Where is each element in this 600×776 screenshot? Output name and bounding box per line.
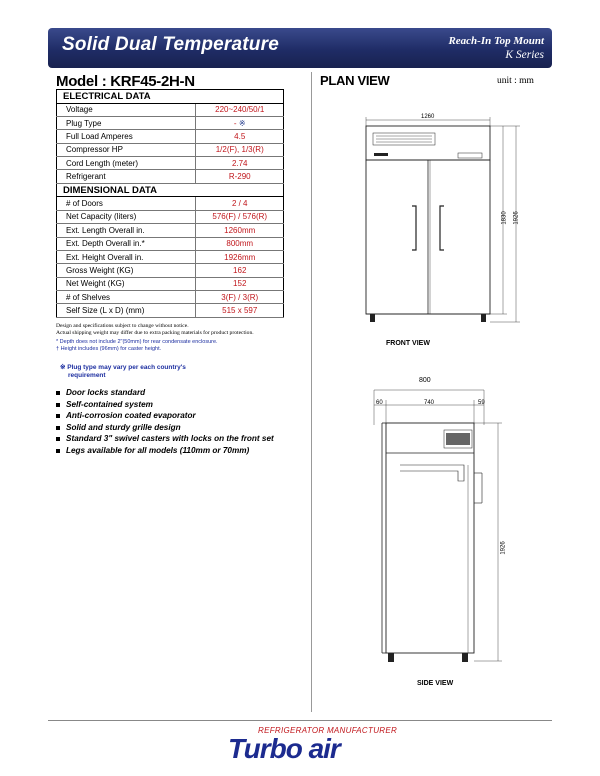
side-depth-dim: 800 [419,377,431,384]
table-row [57,157,284,170]
brand-tagline: REFRIGERATOR MANUFACTURER [258,726,398,735]
table-row [57,277,284,290]
column-divider [311,72,312,712]
spec-label: # of Shelves [57,291,196,304]
plug-symbol: ※ [238,118,246,128]
table-row [57,224,284,237]
spec-value: - ※ [196,116,284,129]
side-height-dim: 1926 [500,541,507,555]
list-item: Standard 3" swivel casters with locks on the front set [56,434,274,446]
plug-note-line1: ※ Plug type may vary per each country's [60,364,186,371]
spec-label: Ext. Length Overall in. [57,224,196,237]
spec-label: Ext. Depth Overall in.* [57,237,196,250]
spec-label: Full Load Amperes [57,130,196,143]
plan-view-title: PLAN VIEW [320,73,390,88]
front-view-caption: FRONT VIEW [386,340,430,347]
spec-value: 576(F) / 576(R) [196,210,284,223]
spec-value: 152 [196,277,284,290]
spec-label: Plug Type [57,116,196,129]
header-banner [48,28,552,68]
weight-note: Actual shipping weight may differ due to extra packing materials for product protection. [56,330,254,336]
table-row [57,197,284,210]
table-row [57,130,284,143]
side-right-dim: 59 [478,400,485,406]
table-row [57,103,284,116]
dimensional-heading: DIMENSIONAL DATA [57,183,284,197]
spec-value: 2.74 [196,157,284,170]
spec-label: Net Weight (KG) [57,277,196,290]
side-left-dim: 60 [376,400,383,406]
list-item: Self-contained system [56,400,274,412]
spec-label: Gross Weight (KG) [57,264,196,277]
spec-value: R-290 [196,170,284,183]
spec-value: 1260mm [196,224,284,237]
brand-logo: Turbo air [228,733,340,764]
spec-value: 1/2(F), 1/3(R) [196,143,284,156]
feature-list [56,388,274,458]
spec-label: Ext. Height Overall in. [57,250,196,263]
front-view-drawing [340,100,540,340]
spec-value: 800mm [196,237,284,250]
spec-value: 4.5 [196,130,284,143]
spec-label: Self Size (L x D) (mm) [57,304,196,317]
spec-value: 515 x 597 [196,304,284,317]
table-row [57,170,284,183]
table-row [57,304,284,317]
series-label [448,34,544,62]
plug-note [60,364,186,380]
list-item: Solid and sturdy grille design [56,423,274,435]
front-width-dim: 1260 [421,114,435,120]
side-middle-dim: 740 [424,400,435,406]
footer-divider [48,720,552,721]
table-row [57,210,284,223]
spec-label: # of Doors [57,197,196,210]
unit-label: unit : mm [497,76,534,86]
spec-label: Net Capacity (liters) [57,210,196,223]
table-row [57,250,284,263]
design-note: Design and specifications subject to change without notice. [56,323,189,329]
spec-value: 220~240/50/1 [196,103,284,116]
model-number: Model : KRF45-2H-N [56,73,195,90]
list-item: Door locks standard [56,388,274,400]
spec-label: Voltage [57,103,196,116]
spec-value: 3(F) / 3(R) [196,291,284,304]
table-row [57,237,284,250]
category-text: Reach-In Top Mount [448,35,544,47]
spec-value: 162 [196,264,284,277]
front-overall-height-dim: 1926 [513,211,520,225]
plug-note-line2: requirement [68,372,106,379]
height-note: † Height includes (96mm) for caster height. [56,346,162,352]
spec-value: 2 / 4 [196,197,284,210]
spec-value: 1926mm [196,250,284,263]
spec-table [56,89,284,318]
side-view-drawing [360,385,540,675]
series-text: K Series [505,49,544,61]
side-view-caption: SIDE VIEW [417,680,454,687]
spec-label: Refrigerant [57,170,196,183]
table-row [57,116,284,129]
spec-label: Cord Length (meter) [57,157,196,170]
list-item: Legs available for all models (110mm or 70mm) [56,446,274,458]
depth-note: * Depth does not include 2"(50mm) for rear condensate enclosure. [56,339,218,345]
spec-label: Compressor HP [57,143,196,156]
front-inner-height-dim: 1830 [501,211,508,225]
page-title: Solid Dual Temperature [62,34,279,55]
list-item: Anti-corrosion coated evaporator [56,411,274,423]
table-row [57,143,284,156]
electrical-heading: ELECTRICAL DATA [57,90,284,104]
table-row [57,264,284,277]
table-row [57,291,284,304]
